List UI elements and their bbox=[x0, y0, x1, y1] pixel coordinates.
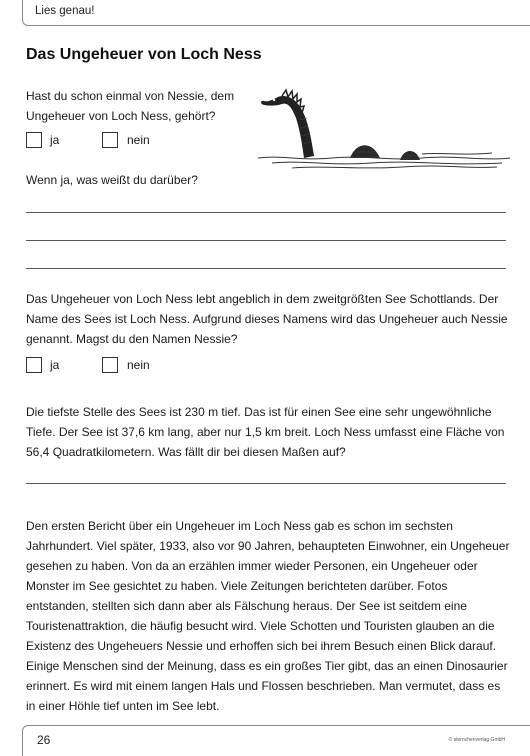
answer-line[interactable] bbox=[26, 212, 506, 213]
checkbox-no-1[interactable] bbox=[102, 132, 118, 148]
checkbox-no-1-label: nein bbox=[127, 133, 150, 147]
checkbox-no-2[interactable] bbox=[102, 357, 118, 373]
footer-tab bbox=[22, 725, 530, 756]
paragraph-1: Das Ungeheuer von Loch Ness lebt angeblich in dem zweitgrößten See Schottlands. Der Name des Sees ist Loch Ness. Aufgrund dieses Namens wird das Ungeheuer auch Nessie genannt. Magst du den Namen Nessie? bbox=[26, 292, 508, 346]
header-tab bbox=[22, 0, 530, 26]
question-2: Wenn ja, was weißt du darüber? bbox=[26, 173, 198, 187]
header-label: Lies genau! bbox=[35, 5, 95, 17]
checkbox-no-2-label: nein bbox=[127, 358, 150, 372]
checkbox-yes-1-label: ja bbox=[50, 133, 60, 147]
publisher-credit: © sternchenverlag GmbH bbox=[448, 737, 505, 743]
page-number: 26 bbox=[37, 733, 51, 747]
nessie-illustration bbox=[252, 78, 512, 170]
paragraph-2: Die tiefste Stelle des Sees ist 230 m tief. Das ist für einen See eine sehr ungewöhnliche Tiefe. Der See ist 37,6 km lang, aber nur 1,5 km breit. Loch Ness umfasst eine Fläche von 56,4 Quadratkilometern. Was fällt dir bei diesen Maßen auf? bbox=[26, 405, 505, 459]
page-title: Das Ungeheuer von Loch Ness bbox=[26, 46, 262, 63]
checkbox-yes-1[interactable] bbox=[26, 132, 42, 148]
answer-line[interactable] bbox=[26, 268, 506, 269]
checkbox-yes-2[interactable] bbox=[26, 357, 42, 373]
checkbox-yes-2-label: ja bbox=[50, 358, 60, 372]
paragraph-3: Den ersten Bericht über ein Ungeheuer im Loch Ness gab es schon im sechsten Jahrhundert. Viel später, 1933, also vor 90 Jahren, behaupteten Einwohner, ein Ungeheuer gesehen zu haben. Von da an erzählen immer wieder Personen, ein Ungeheuer oder Monster im See gesichtet zu haben. Viele Zeitungen berichteten darüber. Fotos entstanden, stellten sich dann aber als Fälschung heraus. Der See ist seitdem eine Touristenattraktion, die häufig besucht wird. Viele Schotten und Touristen glauben an die Existenz des Ungeheuers Nessie und erhoffen sich bei ihrem Besuch einen Blick darauf. Einige Menschen sind der Meinung, dass es ein großes Tier gibt, das an einen Dinosaurier erinnert. Es wird mit einem langen Hals und Flossen beschrieben. Man vermutet, dass es in einer Höhle tief unten im See lebt. bbox=[26, 519, 510, 713]
answer-line[interactable] bbox=[26, 483, 506, 484]
question-1: Hast du schon einmal von Nessie, dem Ungeheuer von Loch Ness, gehört? bbox=[26, 89, 235, 123]
answer-line[interactable] bbox=[26, 240, 506, 241]
